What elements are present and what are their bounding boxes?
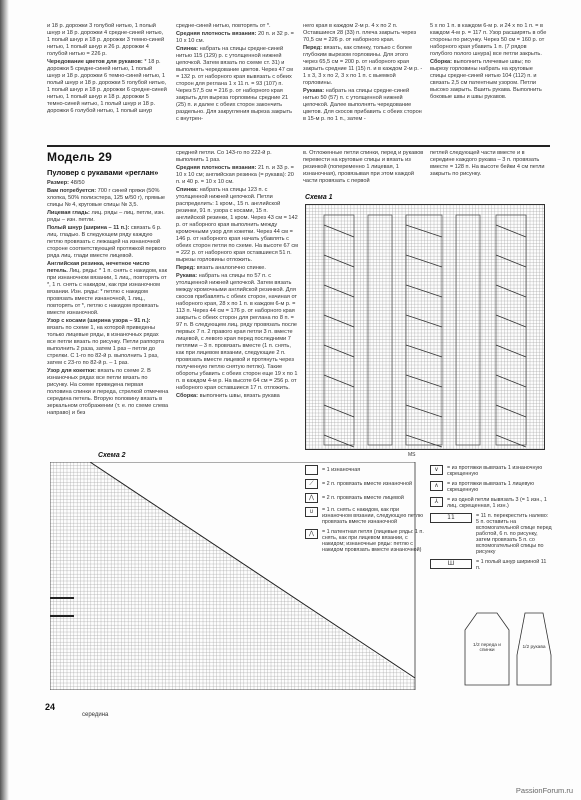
schema1-cross-stroke bbox=[496, 285, 526, 297]
knit-purl-icon bbox=[305, 465, 318, 475]
mid1-text5: выполнить швы, вязать рукава bbox=[199, 393, 280, 399]
model-subtitle: Пуловер с рукавами «реглан» bbox=[47, 168, 159, 177]
schema1-grid bbox=[306, 205, 544, 449]
top-col-4 bbox=[430, 23, 550, 141]
schema1-cross-stroke bbox=[496, 405, 526, 417]
cable-cross-icon: 11 bbox=[430, 513, 472, 523]
schema1-title: Схема 1 bbox=[305, 194, 333, 201]
mid1-label4: Рукава: bbox=[176, 273, 198, 279]
braid-label: Узор для кокетки: bbox=[47, 368, 96, 374]
page-edge-shadow bbox=[0, 0, 9, 800]
top-col3-text2: набрать на спицы средне-синей нитью 50 (57) п. с утолщенной нижней цепочкой. Далее выполнять чередование цветов. Для скосов прибавить с обеих сторон в 15-м р. по 1 п., затем - bbox=[303, 88, 422, 122]
schema2-middle-label: середина bbox=[82, 712, 109, 718]
top-col4-text2: выполнить плечевые швы; по вырезу горловины набрать на круговые спицы средне-синей нитью 104 (112) п. и связать 2,5 см патентным узором. Петли высоко закрыть. Вшить рукава. Выполнить боковые швы и швы рукавов. bbox=[430, 59, 542, 100]
legend-right-item-1 bbox=[430, 465, 552, 477]
legend-item-5 bbox=[305, 529, 427, 553]
schema1-cable-block bbox=[406, 215, 442, 445]
mid1-text2: набрать на спицы 123 п. с утолщенной нижней цепочкой. Петли распределить: 1 кром., 15 п. английской резинки, 91 п. узора с косами, 15 п. английской резинки, 1 кром. Через 43 см = 142 р. от наборного края выполнить между кромочными узор для кокетки. Через 44 см = 146 р. от наборного края начать убавлять с обеих сторон петли по схеме. На высоте 67 см = 222 р. от наборного края оставшиеся 51 п. вырезы горловины отложить. bbox=[176, 187, 298, 263]
top-col3-label2: Рукава: bbox=[303, 88, 325, 94]
mid1-label1: Средняя плотность вязания: bbox=[176, 165, 257, 171]
mid3-text: петлей следующей части вместе и в середине каждого рукава – 3 п. провязать вместе = 128 п. На высоте бейки 4 см петли закрыть по рисунку. bbox=[430, 150, 545, 177]
model-col-mid2 bbox=[303, 150, 425, 190]
top-col-1 bbox=[47, 23, 167, 141]
legend-right-item-5 bbox=[430, 559, 552, 571]
pattern-diagram bbox=[455, 605, 565, 695]
schema1-cross-stroke bbox=[406, 255, 442, 267]
face-label: Лицевая гладь: bbox=[47, 210, 90, 216]
legend-item-1 bbox=[305, 465, 427, 475]
legend-text-4: = 1 п. снять с накидом, как при изнаночном вязании, следующую петлю провязать вместе изнаночной bbox=[322, 507, 424, 525]
top-col2-text2: набрать на спицы средне-синей нитью 115 (129) р. с утолщенной нижней цепочкой. Затем вязать по схеме ст. 31) и выполнять чередование цветов. Через 47 см = 132 р. от наборного края вывязать с обеих сторон для реглана 1 х 11 п. = 93 (107) п. Через 57,5 см = 216 р. от наборного края закрыть для выреза горловины средние 21 (25) п. и далее с обеих сторон закончить раздельно. Для закругления выреза закрыть с внутрен- bbox=[176, 46, 294, 122]
purl-two-together-icon: ⟋ bbox=[305, 479, 318, 489]
mid1-text: средней петли. Со 143-го по 222-й р. выполнить 1 раз. bbox=[176, 150, 272, 163]
legend-text-2: = 2 п. провязать вместе изнаночной bbox=[322, 481, 413, 487]
legend-right-text-1: = из протяжки вывязать 1 изнаночную скрещенную bbox=[447, 465, 543, 477]
sleeve-label: 1/2 рукава bbox=[522, 645, 546, 650]
top-col3-text1: вязать, как спинку, только с более глубоким вырезом горловины. Для этого через 65,5 см = 200 р. от наборного края закрыть средние 11 (15) п. и в каждом 2-м р. - 1 х 3, 3 х по 2, 3 х по 1 п. с выемкой горловины. bbox=[303, 45, 423, 86]
rib-label: Английская резинка, нечетное число петель. bbox=[47, 261, 150, 274]
legend-right-item-4 bbox=[430, 513, 552, 555]
legend-right bbox=[430, 465, 552, 571]
schema1-cable-block bbox=[368, 215, 392, 445]
section-divider bbox=[47, 145, 550, 147]
need-value: 700 г синей пряжи (50% хлопка, 50% полиэстера, 125 м/50 г), прямые спицы № 4, круговые спицы № 3,5. bbox=[47, 188, 165, 208]
legend-right-text-2: = из протяжки вывязать 1 лицевую скрещенную bbox=[447, 481, 535, 493]
legend-item-4 bbox=[305, 507, 427, 525]
legend-right-text-4: = 11 п. перекрестить налево: 5 п. оставить на вспомогательной спице перед работой, 6 п. по рисунку, затем провязать 5 п. со вспомогательной спицы по рисунку bbox=[476, 513, 552, 555]
schema1-cross-stroke bbox=[406, 315, 442, 327]
top-col-2 bbox=[176, 23, 296, 141]
schema1-marker: MS bbox=[408, 452, 416, 458]
top-col2-text: средне-синей нитью, повторять от *. bbox=[176, 23, 271, 29]
top-col4-label: Сборка: bbox=[430, 59, 453, 65]
schema1-cross-stroke bbox=[496, 255, 526, 267]
mid1-label2: Спинка: bbox=[176, 187, 199, 193]
schema1-cross-stroke bbox=[496, 315, 526, 327]
top-col1-label: Чередование цветов для рукавов: bbox=[47, 59, 143, 65]
need-label: Вам потребуется: bbox=[47, 188, 97, 194]
size-value: 48/50 bbox=[70, 180, 85, 186]
mid1-text4: набрать на спицы по 57 п. с утолщенной нижней цепочкой. Затем вязать между кромочными английской резинкой. Для скосов прибавлять с обеих сторон, начиная от наборного края, 28 х по 1 п. в каждом 6-м р. = 113 п. Через 44 см = 176 р. от наборного края закрыть с обеих сторон для реглана по 8 п. = 97 п. В следующем лиц. ряду провязать после первых 7 п. 2 правого края петли 3 п. вместе лицевой, с левого края перед последними 7 петлями – 3 п. провязать вместе (1 п. снять, как при лицевом вязании, следующие 2 п. провязать вместе лицевой и протянуть через полученную петлю снятую петлю). Такие обороты убавить с обеих сторон еще 19 х по 1 п. в каждом 4-м р. На высоте 64 см = 256 р. от наборного края оставшиеся 17 п. отложить. bbox=[176, 273, 298, 391]
schema1-cross-stroke bbox=[496, 345, 526, 357]
mid2-text: в. Отложенные петли спинки, перед и рукавов перевести на круговые спицы и вязать из резинкой (попеременно 1 лицевая, 1 изнаночная), провязывая при этом каждой части провязать с первой bbox=[303, 150, 424, 184]
mid1-label5: Сборка: bbox=[176, 393, 199, 399]
cord-value: связать 6 р. лиц. гладью. В следующем ряду каждую петлю провязать с лежащей на изнаночной стороне соответствующей протяжкой первого ряда лиц. глади вместе лицевой. bbox=[47, 225, 166, 259]
legend-text-3: = 2 п. провязать вместе лицевой bbox=[322, 495, 404, 501]
page-number: 24 bbox=[45, 702, 56, 712]
top-col3-text: него края в каждом 2-м р. 4 х по 2 п. Оставшиеся 28 (33) п. плеча закрыть через 70,5 см = 226 р. от наборного края. bbox=[303, 23, 417, 43]
knit-two-together-icon: ⋀ bbox=[305, 493, 318, 503]
schema1-cross-stroke bbox=[406, 225, 442, 237]
tracks-value: вязать по схеме 1, на которой приведены только лицевые ряды, в изнаночных рядах все петли вязать по рисунку. Петли раппорта выполнить 2 раза, затем 1 раз – петли до стрелки. С 1-го по 82-й р. выполнить 1 раз, затем с 23-го по 82-й р. – 1 раз. bbox=[47, 325, 165, 366]
mid1-text3: вязать аналогично спинке. bbox=[196, 265, 266, 271]
legend-item-3 bbox=[305, 493, 427, 503]
hollow-cord-icon: Ш bbox=[430, 559, 472, 569]
top-col1-text2: * 18 р. дорожки 5 средне-синей нитью, 1 полый шнур и 18 р. дорожки 6 темно-синей нитью, 1 полый шнур и 18 р. дорожки 5 голубой нитью, 1 полый шнур и 18 р. дорожки 6 средне-синей нитью, 1 полый шнур и 18 р. дорожки 5 темно-синей нитью, 1 полый шнур и 18 р. дорожки 6 голубой нитью, 1 полый шнур bbox=[47, 59, 167, 114]
rib-value: Лиц. ряды: * 1 п. снять с накидом, как при изнаночном вязании, 1 лиц., повторять от *, 1 п. снять с накидом, как при изнаночном вязании. Изн. ряды: * петлю с накидом провязать вместе изнаночной, 1 лиц., повторять от *, петлю с накидом провязать вместе изнаночной. bbox=[47, 268, 168, 316]
top-col2-label1: Средняя плотность вязания: bbox=[176, 31, 257, 37]
size-label: Размер: bbox=[47, 180, 70, 186]
schema1-cross-stroke bbox=[406, 405, 442, 417]
cord-label: Полый шнур (ширина – 11 п.): bbox=[47, 225, 130, 231]
top-col1-text: и 18 р. дорожки 3 голубой нитью, 1 полый шнур и 18 р. дорожки 4 средне-синей нитью, 1 полый шнур и 18 р. дорожки 3 темно-синей нитью, 1 полый шнур и 26 р. дорожки 4 голубой нитью = 226 р. bbox=[47, 23, 165, 57]
patent-stitch-icon: ⋀ bbox=[305, 529, 318, 539]
schema2-title: Схема 2 bbox=[98, 452, 126, 459]
legend-right-text-5: = 1 полый шнур шириной 11 п. bbox=[476, 559, 547, 571]
top-col4-text: 5 х по 1 п. в каждом 6-м р. и 24 х по 1 п. = в каждом 4-м р. = 117 п. Узор расширять в обе стороны по рисунку. Через 50 см = 160 р. от наборного края убавить 1 п. (7 рядов голубого полого шнура) все петли закрыть. bbox=[430, 23, 547, 57]
legend-text-1: = 1 изнаночная bbox=[322, 467, 361, 473]
schema1-chart bbox=[305, 204, 545, 450]
legend-right-item-3 bbox=[430, 497, 552, 509]
schema1-cross-stroke bbox=[496, 225, 526, 237]
twisted-knit-icon: ∧ bbox=[430, 481, 443, 491]
back-front-label: 1/2 переда и спинки bbox=[473, 643, 501, 653]
model-col-mid bbox=[176, 150, 298, 446]
schema1-cross-stroke bbox=[406, 345, 442, 357]
tracks-label: Узор с косами (ширина узора – 91 п.): bbox=[47, 318, 151, 324]
model-title: Модель 29 bbox=[47, 150, 112, 164]
mid1-label3: Перед: bbox=[176, 265, 196, 271]
watermark: PassionForum.ru bbox=[515, 786, 573, 795]
legend-left bbox=[305, 465, 427, 553]
legend-item-2 bbox=[305, 479, 427, 489]
model-col-left bbox=[47, 180, 169, 450]
schema1-cross-stroke bbox=[406, 285, 442, 297]
mid1-text1: 21 п. и 33 р. = 10 х 10 см; английская резинка (= рукава): 20 п. и 40 р. = 10 х 10 см. bbox=[176, 165, 294, 185]
twisted-purl-icon: ∨ bbox=[430, 465, 443, 475]
top-col3-label1: Перед: bbox=[303, 45, 323, 51]
top-col2-label2: Спинка: bbox=[176, 46, 199, 52]
braid-value: вязать по схеме 2. В изнаночных рядах все петли вязать по рисунку. На схеме приведена первая половина спинки и переда, стрелкой отмечена середина петель. Вторую половину вязать в зеркальном отображении (т. е. по схеме слева направо) и без bbox=[47, 368, 169, 416]
model-col-mid3 bbox=[430, 150, 550, 190]
top-col2-text1: 20 п. и 32 р. = 10 х 10 см. bbox=[176, 31, 294, 44]
face-value: лиц. ряды – лиц. петли, изн. ряды – изн. петли. bbox=[47, 210, 165, 223]
top-col-3 bbox=[303, 23, 423, 141]
increase-three-icon: ⅄ bbox=[430, 497, 443, 507]
legend-right-text-3: = из одной петли вывязать 3 (= 1 изн., 1 лиц. скрещенная, 1 изн.) bbox=[447, 497, 547, 509]
legend-text-5: = 1 патентная петля (лицевые ряды: 1 п. снять, как при лицевом вязании, с накидом; изнаночные ряды: петлю с накидом провязать вместе изнаночной) bbox=[322, 529, 424, 553]
schema1-cable-block bbox=[496, 215, 526, 445]
legend-right-item-2 bbox=[430, 481, 552, 493]
slip-yarn-over-icon: ∪ bbox=[305, 507, 318, 517]
